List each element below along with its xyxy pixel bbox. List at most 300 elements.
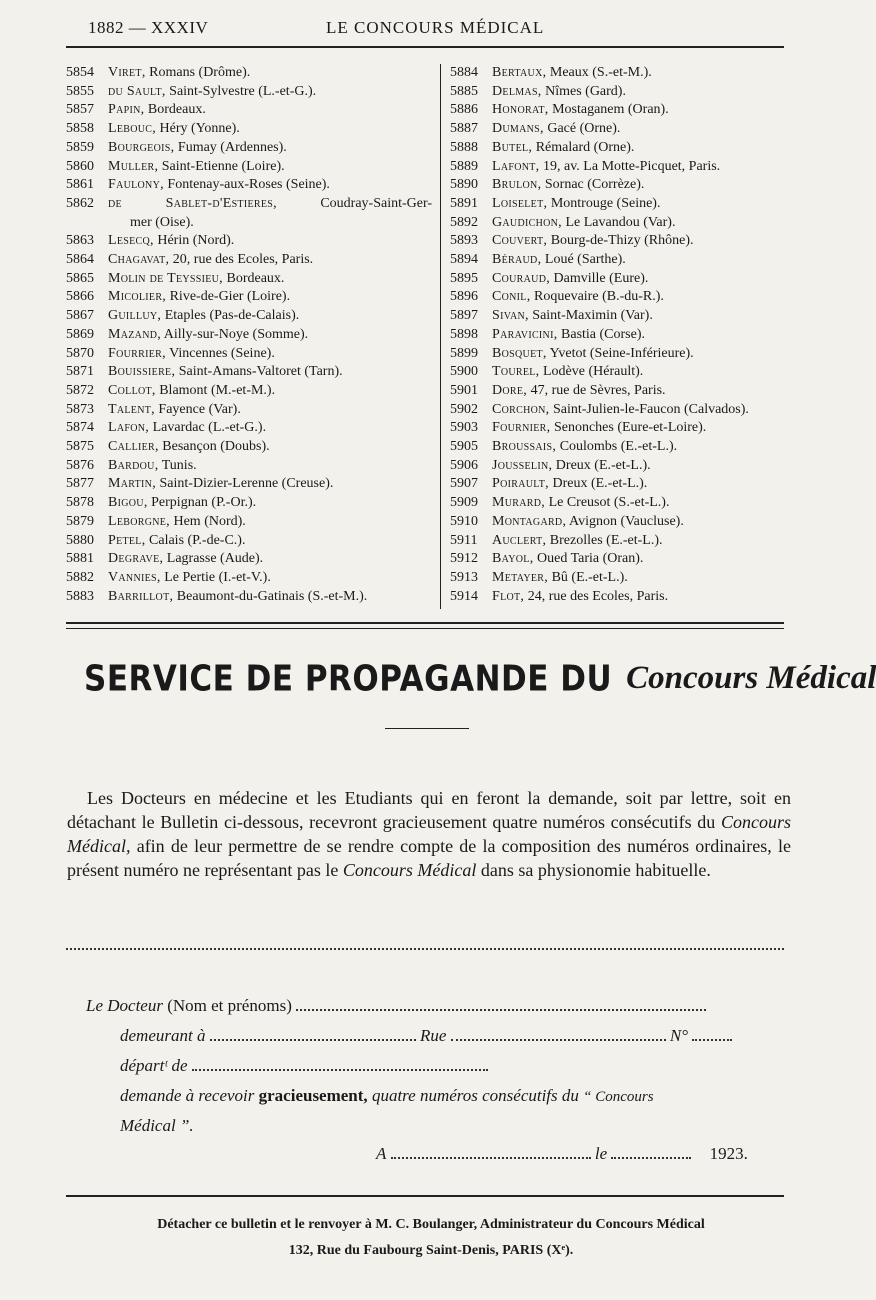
- form-label-a: A: [376, 1144, 387, 1163]
- entry-location: Beaumont-du-Gatinais (S.-et-M.).: [176, 588, 368, 604]
- list-item: [66, 345, 432, 364]
- subscriber-list-right: [450, 64, 792, 606]
- list-item: [450, 307, 792, 326]
- entry-name: du Sault,: [108, 83, 166, 99]
- entry-name: Jousselin,: [492, 457, 553, 473]
- entry-text: [102, 120, 432, 139]
- entry-location: Héry (Yonne).: [159, 121, 240, 137]
- entry-location: Loué (Sarthe).: [544, 252, 626, 268]
- intro-text-2: afin de leur permettre de se rendre compte de la composition des numéros ordinaires, le présent numéro ne représentant pas le: [67, 836, 791, 880]
- entry-name: Couraud,: [492, 270, 551, 286]
- list-item: [66, 457, 432, 476]
- entry-text: [486, 307, 792, 326]
- entry-number: 5884: [450, 65, 478, 80]
- list-item: [66, 101, 432, 120]
- intro-text-3: dans sa physionomie habituelle.: [476, 860, 711, 880]
- journal-title: LE CONCOURS MÉDICAL: [326, 18, 545, 37]
- entry-location: Lagrasse (Aude).: [166, 551, 264, 567]
- entry-text: [102, 101, 432, 120]
- entry-text: [486, 363, 792, 382]
- entry-text: [486, 550, 792, 569]
- street-field[interactable]: [451, 1027, 666, 1041]
- entry-text: [486, 64, 792, 83]
- form-label-demeurant: demeurant à: [120, 1026, 206, 1045]
- entry-number: 5906: [450, 457, 478, 473]
- form-line-demeurant: [120, 1026, 732, 1046]
- entry-location: Tunis.: [161, 457, 197, 473]
- list-item: [66, 569, 432, 588]
- list-item: [450, 588, 792, 607]
- entry-text: [102, 307, 432, 326]
- entry-location: Saint-Dizier-Lerenne (Creuse).: [159, 476, 334, 492]
- list-item: [450, 326, 792, 345]
- entry-number: 5894: [450, 252, 478, 268]
- entry-name: Bigou,: [108, 495, 148, 511]
- entry-text: [102, 195, 432, 214]
- entry-number: 5910: [450, 513, 478, 529]
- entry-name: Loiselet,: [492, 195, 548, 211]
- entry-number: 5875: [66, 439, 94, 455]
- entry-name: Bayol,: [492, 551, 534, 567]
- entry-name: Collot,: [108, 382, 156, 398]
- entry-text: [102, 401, 432, 420]
- entry-number: 5854: [66, 65, 94, 80]
- entry-location: Saint-Maximin (Var).: [532, 308, 653, 324]
- entry-text: [102, 588, 432, 607]
- list-item: [66, 494, 432, 513]
- entry-name: Muller,: [108, 158, 159, 174]
- entry-name: Bourgeois,: [108, 139, 175, 155]
- form-label-no: N°: [669, 1026, 689, 1045]
- list-item: [450, 195, 792, 214]
- department-field[interactable]: [192, 1057, 488, 1071]
- entry-number: 5914: [450, 588, 478, 604]
- entry-text: [102, 288, 432, 307]
- list-item: [66, 251, 432, 270]
- entry-name: Martin,: [108, 476, 156, 492]
- entry-number: 5912: [450, 551, 478, 567]
- section-rule-top: [66, 622, 784, 624]
- footer-line-1: Détacher ce bulletin et le renvoyer à M. C. Boulanger, Administrateur du Concours Médical: [157, 1217, 705, 1232]
- entry-number: 5882: [66, 569, 94, 585]
- list-item: [450, 419, 792, 438]
- intro-paragraph: [67, 786, 791, 882]
- entry-text: [486, 475, 792, 494]
- form-label-rue: Rue: [419, 1026, 447, 1045]
- entry-name: Barrillot,: [108, 588, 174, 604]
- page-number: 1882 — XXXIV: [88, 18, 209, 37]
- entry-number: 5885: [450, 83, 478, 99]
- list-item: [450, 382, 792, 401]
- entry-number: 5858: [66, 121, 94, 137]
- entry-number: 5871: [66, 364, 94, 380]
- form-text-gracieusement: gracieusement,: [258, 1086, 368, 1105]
- entry-number: 5883: [66, 588, 94, 604]
- entry-name: Gaudichon,: [492, 214, 562, 230]
- entry-name: Talent,: [108, 401, 155, 417]
- entry-name: Honorat,: [492, 102, 549, 118]
- entry-number: 5889: [450, 158, 478, 174]
- entry-name: Montagard,: [492, 513, 567, 529]
- section-title: [84, 657, 876, 708]
- entry-location: Dreux (E.-et-L.).: [555, 457, 651, 473]
- list-item: [66, 83, 432, 102]
- entry-text: [486, 232, 792, 251]
- list-item: [450, 232, 792, 251]
- entry-continuation: mer (Oise).: [130, 214, 194, 230]
- entry-number: 5909: [450, 495, 478, 511]
- entry-location: Fumay (Ardennes).: [177, 139, 287, 155]
- entry-location: Sornac (Corrèze).: [544, 177, 645, 193]
- entry-text: [102, 382, 432, 401]
- entry-number: 5896: [450, 289, 478, 305]
- entry-name: Leborgne,: [108, 513, 170, 529]
- entry-location: 19, av. La Motte-Picquet, Paris.: [543, 158, 721, 174]
- entry-number: 5907: [450, 476, 478, 492]
- entry-text: [102, 345, 432, 364]
- form-line-docteur: [86, 996, 706, 1016]
- entry-name: Broussais,: [492, 439, 557, 455]
- entry-location: 24, rue des Ecoles, Paris.: [527, 588, 669, 604]
- form-line-depart: [120, 1056, 488, 1076]
- entry-location: Coulombs (E.-et-L.).: [559, 439, 678, 455]
- entry-location: Lavardac (L.-et-G.).: [152, 420, 267, 436]
- section-title-italic: Concours Médical: [626, 660, 876, 696]
- list-item: [66, 532, 432, 551]
- entry-text: [486, 345, 792, 364]
- entry-location: Dreux (E.-et-L.).: [552, 476, 648, 492]
- list-item: [450, 494, 792, 513]
- number-field[interactable]: [692, 1027, 732, 1041]
- entry-text: [486, 401, 792, 420]
- entry-text: [486, 438, 792, 457]
- list-item: [66, 139, 432, 158]
- list-item: [450, 363, 792, 382]
- entry-number: 5898: [450, 326, 478, 342]
- entry-text: [486, 195, 792, 214]
- list-item: [450, 550, 792, 569]
- entry-number: 5860: [66, 158, 94, 174]
- list-item: [450, 214, 792, 233]
- entry-location: Saint-Sylvestre (L.-et-G.).: [169, 83, 317, 99]
- entry-location: 47, rue de Sèvres, Paris.: [530, 382, 666, 398]
- entry-number: 5905: [450, 439, 478, 455]
- entry-location: Rémalard (Orne).: [535, 139, 635, 155]
- entry-number: 5913: [450, 569, 478, 585]
- entry-text: [486, 270, 792, 289]
- entry-location: Blamont (M.-et-M.).: [159, 382, 276, 398]
- form-year: 1923.: [709, 1144, 748, 1163]
- entry-name: Lesecq,: [108, 233, 154, 249]
- entry-name: Brulon,: [492, 177, 542, 193]
- column-divider: [440, 64, 441, 609]
- entry-name: Dumans,: [492, 121, 544, 137]
- entry-name: Tourel,: [492, 364, 540, 380]
- section-rule-bottom: [66, 628, 784, 629]
- page-header: [88, 18, 780, 40]
- entry-name: Bosquet,: [492, 345, 547, 361]
- entry-text: [102, 251, 432, 270]
- list-item: [66, 270, 432, 289]
- entry-text: [486, 457, 792, 476]
- entry-name: Murard,: [492, 495, 546, 511]
- entry-location: Perpignan (P.-Or.).: [151, 495, 257, 511]
- entry-location: Damville (Eure).: [553, 270, 649, 286]
- entry-location: Brezolles (E.-et-L.).: [549, 532, 663, 548]
- entry-number: 5893: [450, 233, 478, 249]
- entry-number: 5874: [66, 420, 94, 436]
- entry-name: Corchon,: [492, 401, 550, 417]
- entry-location: Coudray-Saint-Ger-: [320, 195, 432, 211]
- list-item: [66, 588, 432, 607]
- entry-text: [102, 158, 432, 177]
- entry-number: 5900: [450, 364, 478, 380]
- form-text-medical: Médical ”.: [120, 1116, 194, 1135]
- entry-location: Bordeaux.: [226, 270, 285, 286]
- entry-location: Saint-Julien-le-Faucon (Calvados).: [552, 401, 749, 417]
- entry-number: 5890: [450, 177, 478, 193]
- entry-text: [102, 363, 432, 382]
- entry-name: Fourrier,: [108, 345, 166, 361]
- entry-number: 5870: [66, 345, 94, 361]
- entry-number: 5899: [450, 345, 478, 361]
- entry-location: Bordeaux.: [147, 102, 206, 118]
- entry-text: [102, 457, 432, 476]
- entry-text: [102, 326, 432, 345]
- entry-text: [102, 532, 432, 551]
- entry-location: Bastia (Corse).: [561, 326, 645, 342]
- list-item: [66, 120, 432, 139]
- entry-name: Paravicini,: [492, 326, 558, 342]
- list-item: [450, 532, 792, 551]
- entry-text: [486, 532, 792, 551]
- footer-line-2: 132, Rue du Faubourg Saint-Denis, PARIS (Xᵉ).: [288, 1243, 574, 1258]
- name-field[interactable]: [296, 997, 706, 1011]
- list-item: [450, 251, 792, 270]
- list-item: [66, 475, 432, 494]
- entry-number: 5880: [66, 532, 94, 548]
- list-item: [450, 288, 792, 307]
- entry-number: 5886: [450, 102, 478, 118]
- list-item: [450, 438, 792, 457]
- entry-text: [486, 101, 792, 120]
- entry-name: Faulony,: [108, 177, 164, 193]
- list-item: [450, 64, 792, 83]
- list-item: [450, 457, 792, 476]
- entry-text: [486, 588, 792, 607]
- entry-location: Le Creusot (S.-et-L.).: [548, 495, 670, 511]
- entry-name: Bouissiere,: [108, 364, 176, 380]
- footer: [76, 1212, 786, 1264]
- entry-text: [102, 569, 432, 588]
- entry-number: 5857: [66, 102, 94, 118]
- list-item: [450, 139, 792, 158]
- entry-name: Petel,: [108, 532, 146, 548]
- entry-number: 5878: [66, 495, 94, 511]
- list-item: [66, 232, 432, 251]
- entry-name: Micolier,: [108, 289, 167, 305]
- entry-name: Papin,: [108, 102, 145, 118]
- entry-name: Butel,: [492, 139, 533, 155]
- entry-name: Sivan,: [492, 308, 529, 324]
- entry-location: Roquevaire (B.-du-R.).: [534, 289, 664, 305]
- entry-text: [486, 513, 792, 532]
- header-rule: [66, 46, 784, 48]
- entry-name: Béraud,: [492, 252, 542, 268]
- entry-name: Lafon,: [108, 420, 150, 436]
- entry-text: [486, 419, 792, 438]
- list-item: [66, 195, 432, 214]
- entry-number: 5864: [66, 252, 94, 268]
- entry-number: 5861: [66, 177, 94, 193]
- list-item: [450, 270, 792, 289]
- entry-number: 5867: [66, 308, 94, 324]
- form-label-docteur: Le Docteur: [86, 996, 163, 1015]
- entry-text: [486, 214, 792, 233]
- intro-text-1: Les Docteurs en médecine et les Etudiants qui en feront la demande, soit par lettre, soit en détachant le Bulletin ci-dessous, recevront gracieusement quatre numéros consécutifs du: [67, 788, 791, 832]
- entry-text: [486, 83, 792, 102]
- list-item: [450, 569, 792, 588]
- entry-text: [102, 419, 432, 438]
- entry-location: Hérin (Nord).: [157, 233, 235, 249]
- entry-number: 5866: [66, 289, 94, 305]
- entry-location: Ailly-sur-Noye (Somme).: [163, 326, 309, 342]
- entry-name: Poirault,: [492, 476, 549, 492]
- list-item: [66, 64, 432, 83]
- entry-text: [102, 176, 432, 195]
- title-underline: [385, 728, 469, 729]
- intro-italic-2: Concours Médical: [342, 860, 477, 880]
- entry-number: 5876: [66, 457, 94, 473]
- entry-name: Molin de Teyssieu,: [108, 270, 223, 286]
- entry-name: de Sablet-d'Estieres,: [108, 195, 277, 211]
- entry-name: Couvert,: [492, 233, 548, 249]
- list-item: [450, 101, 792, 120]
- footer-rule: [66, 1195, 784, 1197]
- entry-location: Senonches (Eure-et-Loire).: [553, 420, 707, 436]
- list-item: [66, 513, 432, 532]
- form-label-depart: départᵗ de: [120, 1056, 188, 1075]
- entry-name: Vannies,: [108, 569, 161, 585]
- entry-text: [486, 382, 792, 401]
- entry-number: 5887: [450, 121, 478, 137]
- entry-number: 5903: [450, 420, 478, 436]
- entry-text: [486, 494, 792, 513]
- entry-number: 5891: [450, 195, 478, 211]
- entry-name: Chagavat,: [108, 252, 170, 268]
- entry-location: Lodève (Hérault).: [542, 364, 644, 380]
- date-field[interactable]: [611, 1145, 691, 1159]
- entry-name: Callier,: [108, 439, 159, 455]
- entry-location: Bourg-de-Thizy (Rhône).: [550, 233, 694, 249]
- entry-location: Gacé (Orne).: [547, 121, 621, 137]
- entry-location: Fontenay-aux-Roses (Seine).: [167, 177, 330, 193]
- entry-text: [102, 270, 432, 289]
- list-item: [66, 438, 432, 457]
- entry-name: Degrave,: [108, 551, 164, 567]
- entry-name: Lebouc,: [108, 121, 157, 137]
- place-field[interactable]: [391, 1145, 591, 1159]
- entry-name: Dore,: [492, 382, 528, 398]
- list-item: [66, 307, 432, 326]
- entry-number: 5877: [66, 476, 94, 492]
- form-line-demande: [120, 1086, 654, 1106]
- entry-text: [102, 513, 432, 532]
- list-item: [450, 401, 792, 420]
- subscriber-list-left: [66, 64, 432, 606]
- entry-text: [102, 494, 432, 513]
- entry-name: Fournier,: [492, 420, 551, 436]
- list-item: [66, 158, 432, 177]
- cut-line: [66, 948, 784, 950]
- entry-location: Saint-Amans-Valtoret (Tarn).: [178, 364, 343, 380]
- intro-italic-1: Concours Médical,: [67, 812, 791, 856]
- list-item: [450, 345, 792, 364]
- entry-number: 5863: [66, 233, 94, 249]
- entry-location: Saint-Etienne (Loire).: [161, 158, 285, 174]
- city-field[interactable]: [210, 1027, 416, 1041]
- entry-location: 20, rue des Ecoles, Paris.: [172, 252, 314, 268]
- form-text-demande: demande à recevoir: [120, 1086, 255, 1105]
- entry-text: [102, 438, 432, 457]
- form-text-quatre: quatre numéros consécutifs du: [371, 1086, 579, 1105]
- entry-number: 5901: [450, 382, 478, 398]
- entry-location: Besançon (Doubs).: [162, 439, 270, 455]
- entry-location: Nîmes (Gard).: [545, 83, 626, 99]
- entry-location: Yvetot (Seine-Inférieure).: [549, 345, 694, 361]
- entry-name: Delmas,: [492, 83, 542, 99]
- form-text-concours: “ Concours: [583, 1089, 654, 1105]
- entry-location: Fayence (Var).: [158, 401, 241, 417]
- entry-location: Calais (P.-de-C.).: [149, 532, 246, 548]
- entry-name: Mazand,: [108, 326, 162, 342]
- entry-number: 5902: [450, 401, 478, 417]
- entry-number: 5888: [450, 139, 478, 155]
- list-item: [450, 176, 792, 195]
- entry-number: 5881: [66, 551, 94, 567]
- entry-text: [102, 232, 432, 251]
- entry-text: [486, 569, 792, 588]
- entry-number: 5865: [66, 270, 94, 286]
- entry-text: [486, 120, 792, 139]
- list-item: [66, 363, 432, 382]
- list-item: [66, 326, 432, 345]
- entry-name: Auclert,: [492, 532, 547, 548]
- entry-text: [486, 326, 792, 345]
- list-item: [66, 419, 432, 438]
- entry-name: Bertaux,: [492, 65, 547, 80]
- list-item: [66, 176, 432, 195]
- entry-number: 5859: [66, 139, 94, 155]
- form-label-nom: (Nom et prénoms): [167, 996, 292, 1015]
- entry-number: 5911: [450, 532, 478, 548]
- list-item: [66, 401, 432, 420]
- entry-location: Bû (E.-et-L.).: [551, 569, 628, 585]
- list-item: [450, 513, 792, 532]
- entry-location: Meaux (S.-et-M.).: [549, 65, 652, 80]
- entry-text: [102, 64, 432, 83]
- list-item: [66, 382, 432, 401]
- entry-number: 5892: [450, 214, 478, 230]
- entry-name: Guilluy,: [108, 308, 162, 324]
- entry-text: [486, 158, 792, 177]
- form-label-le: le: [594, 1144, 608, 1163]
- entry-location: Avignon (Vaucluse).: [569, 513, 684, 529]
- entry-location: Oued Taria (Oran).: [537, 551, 644, 567]
- list-item: [66, 550, 432, 569]
- entry-text: [102, 550, 432, 569]
- entry-number: 5873: [66, 401, 94, 417]
